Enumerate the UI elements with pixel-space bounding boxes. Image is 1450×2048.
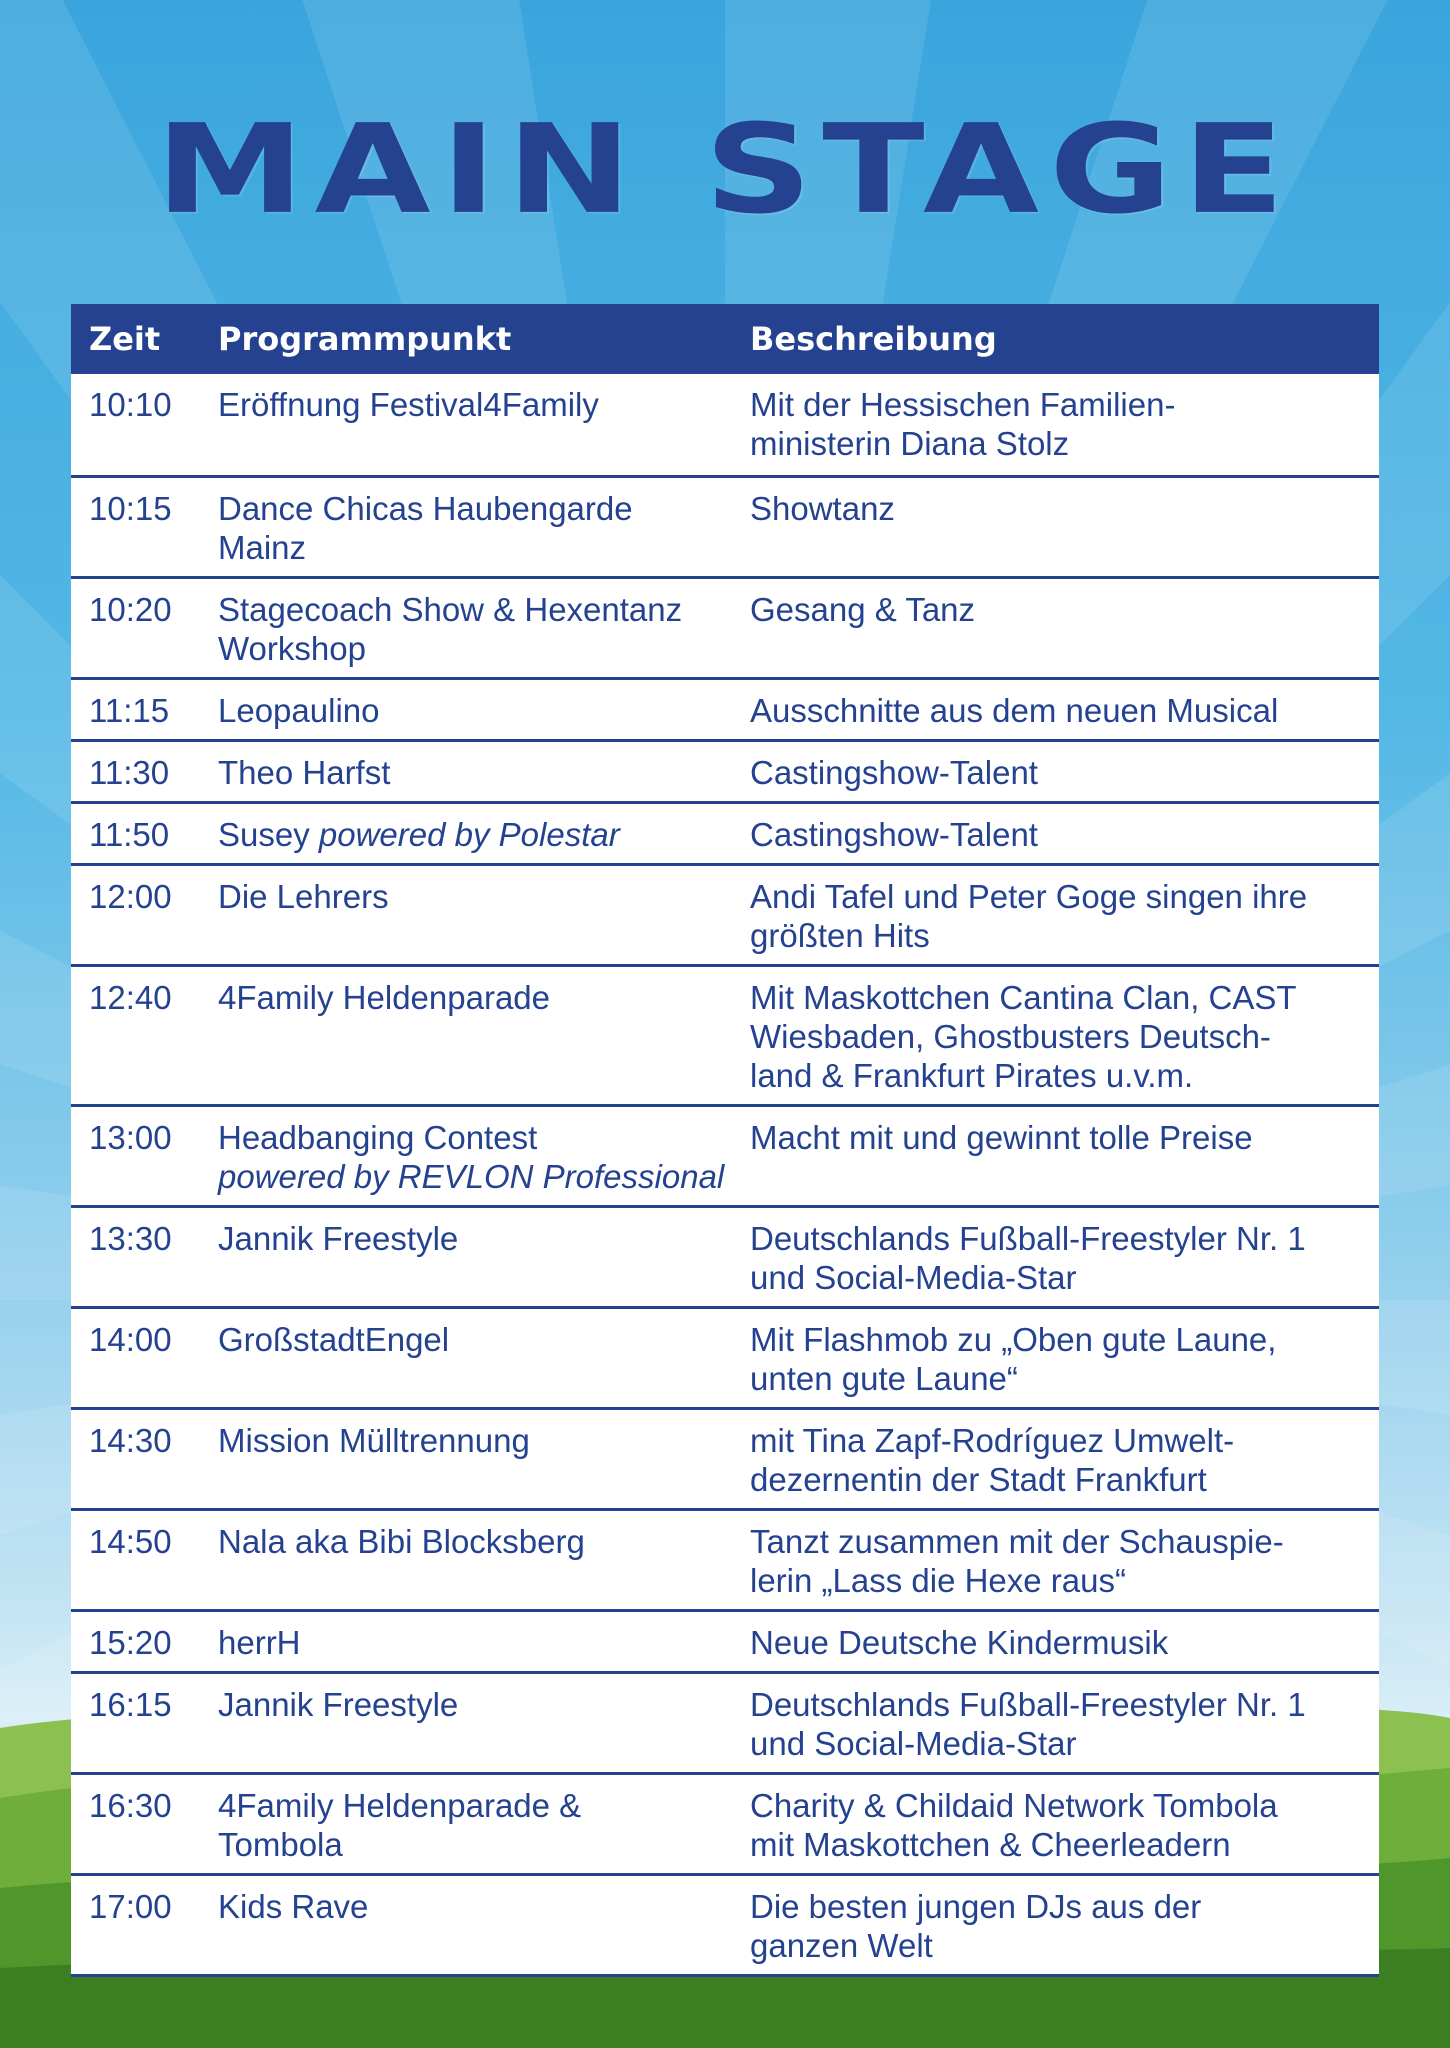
- cell-program: [218, 590, 750, 677]
- schedule-table: [71, 304, 1379, 1977]
- cell-description: Macht mit und gewinnt tolle Preise: [750, 1119, 1253, 1156]
- cell-time: 10:10: [89, 386, 172, 423]
- cell-description: Tanzt zusammen mit der Schauspie- lerin „Lass die Hexe raus“: [750, 1523, 1284, 1599]
- cell-program: [218, 489, 750, 576]
- page-title: MAIN STAGE: [155, 98, 1295, 242]
- cell-program: [218, 753, 750, 801]
- cell-program: [218, 385, 750, 475]
- cell-time: 10:20: [89, 591, 172, 628]
- cell-program: [218, 1421, 750, 1508]
- table-row: [71, 964, 1379, 1104]
- table-row: [71, 677, 1379, 739]
- program-name: Kids Rave: [218, 1888, 369, 1925]
- cell-program: [218, 815, 750, 863]
- cell-program: [218, 1118, 750, 1205]
- table-row: [71, 1772, 1379, 1873]
- table-header: [71, 304, 1379, 374]
- table-row: [71, 1205, 1379, 1306]
- cell-time: 17:00: [89, 1888, 172, 1925]
- cell-time: 12:40: [89, 979, 172, 1016]
- cell-time: 10:15: [89, 490, 172, 527]
- cell-time: 11:30: [89, 754, 170, 791]
- program-name: 4Family Heldenparade: [218, 979, 551, 1016]
- cell-time: 11:15: [89, 692, 170, 729]
- cell-time: 12:00: [89, 878, 172, 915]
- table-row: [71, 801, 1379, 863]
- cell-description: Charity & Childaid Network Tombola mit Maskottchen & Cheerleadern: [750, 1787, 1278, 1863]
- cell-description: Deutschlands Fußball-Freestyler Nr. 1 und Social-Media-Star: [750, 1686, 1306, 1762]
- cell-description: mit Tina Zapf-Rodríguez Umwelt- dezernentin der Stadt Frankfurt: [750, 1422, 1235, 1498]
- cell-program: [218, 978, 750, 1104]
- table-body: [71, 374, 1379, 1974]
- cell-description: Showtanz: [750, 490, 895, 527]
- table-row: [71, 739, 1379, 801]
- program-name: Nala aka Bibi Blocksberg: [218, 1523, 585, 1560]
- program-name: GroßstadtEngel: [218, 1321, 450, 1358]
- header-program: Programmpunkt: [218, 320, 512, 358]
- cell-description: Deutschlands Fußball-Freestyler Nr. 1 und Social-Media-Star: [750, 1220, 1306, 1296]
- table-row: [71, 1407, 1379, 1508]
- table-row: [71, 1671, 1379, 1772]
- cell-program: [218, 1320, 750, 1407]
- table-row: [71, 1104, 1379, 1205]
- cell-description: Ausschnitte aus dem neuen Musical: [750, 692, 1279, 729]
- program-name: 4Family Heldenparade & Tombola: [218, 1787, 582, 1863]
- header-description: Beschreibung: [750, 320, 997, 358]
- cell-program: [218, 1623, 750, 1671]
- cell-time: 11:50: [89, 816, 170, 853]
- cell-description: Castingshow-Talent: [750, 816, 1038, 853]
- cell-program: [218, 1685, 750, 1772]
- program-name: Leopaulino: [218, 692, 380, 729]
- cell-description: Andi Tafel und Peter Goge singen ihre größten Hits: [750, 878, 1308, 954]
- table-row: [71, 374, 1379, 475]
- cell-time: 13:30: [89, 1220, 172, 1257]
- program-name: Theo Harfst: [218, 754, 391, 791]
- cell-description: Mit der Hessischen Familien- ministerin Diana Stolz: [750, 386, 1176, 462]
- cell-time: 15:20: [89, 1624, 172, 1661]
- program-sponsor: powered by Polestar: [318, 816, 620, 853]
- table-row: [71, 475, 1379, 576]
- cell-time: 16:30: [89, 1787, 172, 1824]
- program-name: Die Lehrers: [218, 878, 389, 915]
- cell-time: 14:30: [89, 1422, 172, 1459]
- program-name: Headbanging Contest: [218, 1119, 538, 1156]
- cell-description: Die besten jungen DJs aus der ganzen Welt: [750, 1888, 1202, 1964]
- table-row: [71, 1609, 1379, 1671]
- cell-time: 14:50: [89, 1523, 172, 1560]
- header-time: Zeit: [89, 320, 161, 358]
- program-name: Susey: [218, 816, 319, 853]
- table-row: [71, 1508, 1379, 1609]
- cell-program: [218, 1219, 750, 1306]
- cell-program: [218, 1887, 750, 1974]
- table-row: [71, 863, 1379, 964]
- cell-time: 14:00: [89, 1321, 172, 1358]
- program-name: herrH: [218, 1624, 301, 1661]
- cell-program: [218, 877, 750, 964]
- cell-time: 13:00: [89, 1119, 172, 1156]
- cell-time: 16:15: [89, 1686, 172, 1723]
- cell-description: Castingshow-Talent: [750, 754, 1038, 791]
- cell-program: [218, 1786, 750, 1873]
- cell-description: Neue Deutsche Kindermusik: [750, 1624, 1169, 1661]
- table-row: [71, 576, 1379, 677]
- program-name: Jannik Freestyle: [218, 1220, 459, 1257]
- program-name: Eröffnung Festival4Family: [218, 386, 599, 423]
- program-name: Jannik Freestyle: [218, 1686, 459, 1723]
- program-name: Stagecoach Show & Hexentanz Workshop: [218, 591, 683, 667]
- program-sponsor: powered by REVLON Professional: [218, 1158, 725, 1195]
- table-row: [71, 1306, 1379, 1407]
- cell-program: [218, 1522, 750, 1609]
- table-row: [71, 1873, 1379, 1974]
- program-name: Mission Mülltrennung: [218, 1422, 530, 1459]
- cell-description: Mit Flashmob zu „Oben gute Laune, unten gute Laune“: [750, 1321, 1277, 1397]
- program-name: Dance Chicas Haubengarde Mainz: [218, 490, 633, 566]
- cell-description: Gesang & Tanz: [750, 591, 976, 628]
- cell-program: [218, 691, 750, 739]
- cell-description: Mit Maskottchen Cantina Clan, CAST Wiesbaden, Ghostbusters Deutsch- land & Frankfurt Pirates u.v.m.: [750, 979, 1297, 1094]
